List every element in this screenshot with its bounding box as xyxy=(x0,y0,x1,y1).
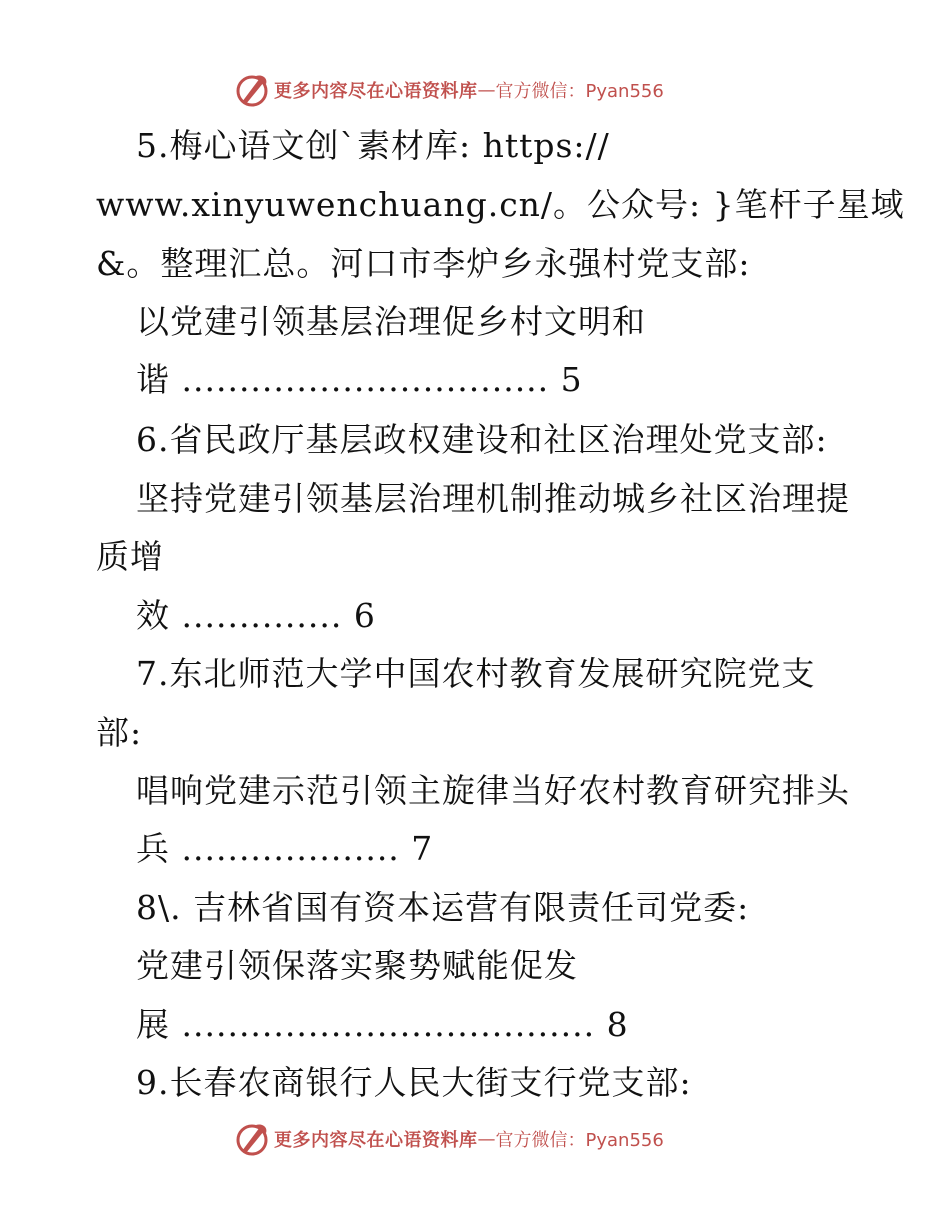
watermark-separator: — xyxy=(477,1128,496,1150)
toc-line: 党建引领保落实聚势赋能促发 xyxy=(136,946,578,985)
toc-line: 9.长春农商银行人民大街支行党支部: xyxy=(136,1063,692,1102)
toc-line: 5.梅心语文创`素材库: https:// xyxy=(136,126,610,165)
watermark-wechat-text: 官方微信：Pyan556 xyxy=(495,81,664,102)
watermark-separator: — xyxy=(477,79,496,101)
toc-line: www.xinyuwenchuang.cn/。公众号: }笔杆子星域 xyxy=(96,185,905,224)
header-watermark xyxy=(234,70,714,110)
toc-line: 展 .................................... 8 xyxy=(136,1005,629,1044)
toc-line: 唱响党建示范引领主旋律当好农村教育研究排头 xyxy=(136,771,850,810)
toc-line: 部: xyxy=(96,713,143,752)
watermark-wechat-text: 官方微信：Pyan556 xyxy=(495,1130,664,1151)
quill-logo-icon xyxy=(234,1121,270,1157)
toc-line: 8\. 吉林省国有资本运营有限责任司党委: xyxy=(136,888,750,927)
toc-line: 以党建引领基层治理促乡村文明和 xyxy=(136,302,646,341)
toc-line: 质增 xyxy=(96,537,164,576)
toc-line: 谐 ................................ 5 xyxy=(136,360,583,399)
toc-line: &。整理汇总。河口市李炉乡永强村党支部: xyxy=(96,244,751,283)
toc-line: 兵 ................... 7 xyxy=(136,829,434,868)
toc-line: 坚持党建引领基层治理机制推动城乡社区治理提 xyxy=(136,479,850,518)
watermark-main-text: 更多内容尽在心语资料库 xyxy=(274,1130,478,1151)
watermark-main-text: 更多内容尽在心语资料库 xyxy=(274,81,478,102)
toc-line: 7.东北师范大学中国农村教育发展研究院党支 xyxy=(136,654,816,693)
quill-logo-icon xyxy=(234,72,270,108)
toc-line: 效 .............. 6 xyxy=(136,596,376,635)
footer-watermark xyxy=(234,1119,714,1159)
toc-line: 6.省民政厅基层政权建设和社区治理处党支部: xyxy=(136,420,828,459)
